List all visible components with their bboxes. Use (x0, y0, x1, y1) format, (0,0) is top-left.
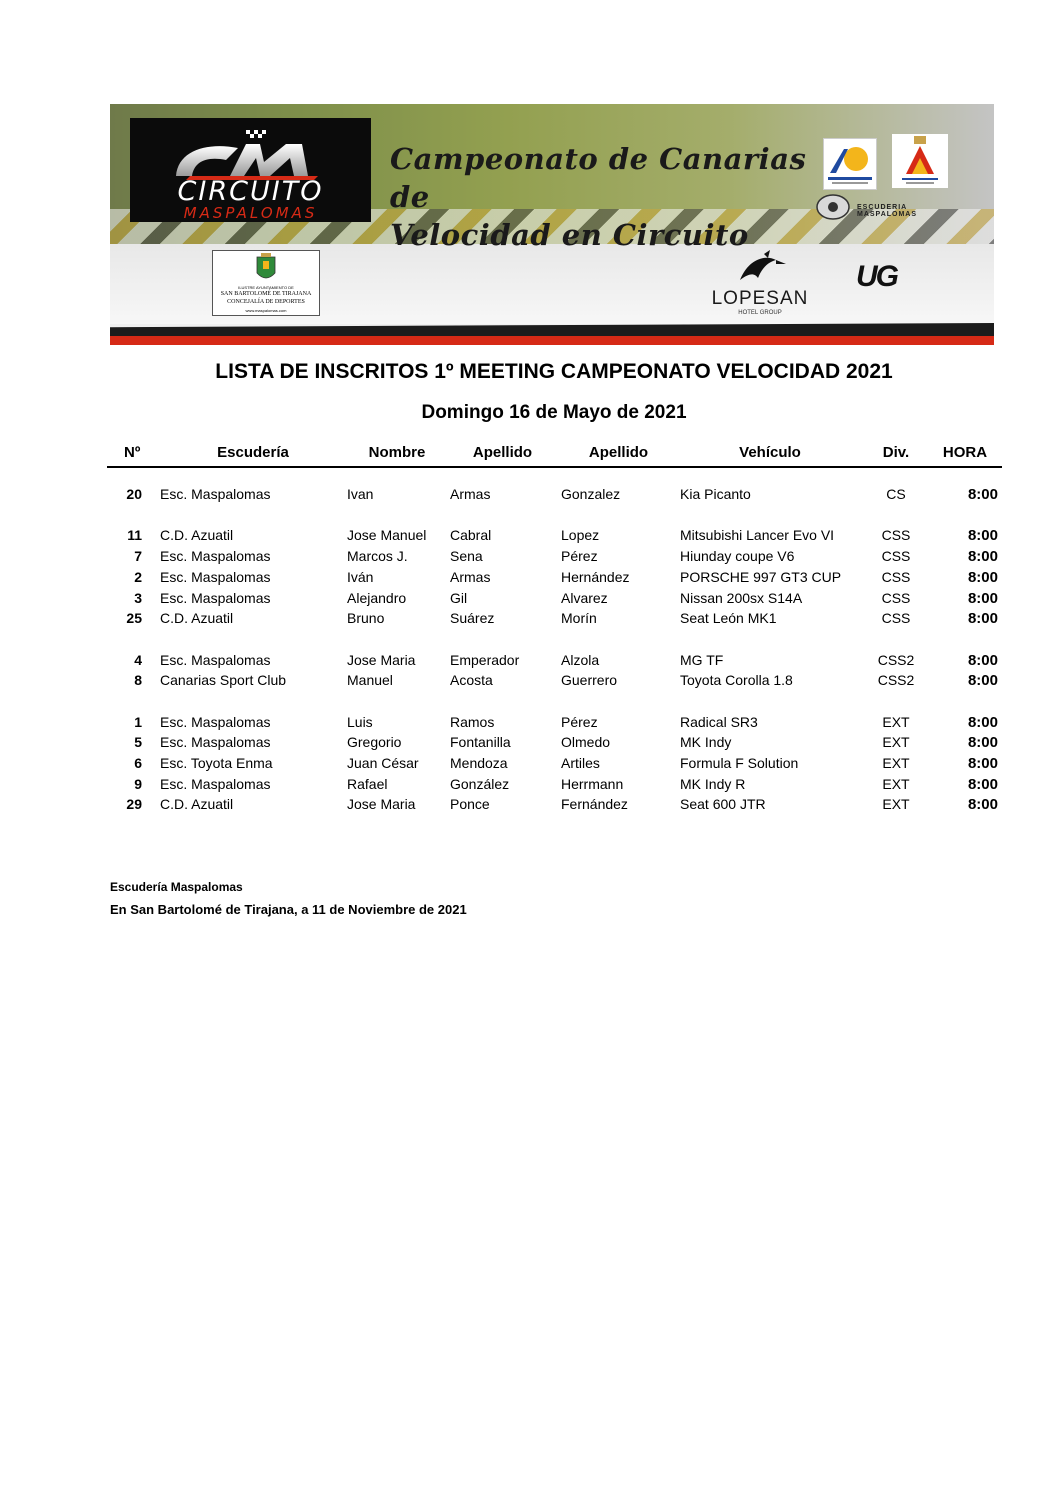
logo-maspalomas-text: MASPALOMAS (183, 204, 318, 222)
row-no: 3 (134, 590, 142, 606)
footer-organizer: Escudería Maspalomas (110, 880, 243, 894)
ayuntamiento-crest-icon (213, 251, 319, 285)
row-escuderia: C.D. Azuatil (160, 796, 234, 812)
row-div: EXT (882, 734, 910, 750)
escuderia-emblem-icon (815, 192, 851, 222)
row-div: CSS2 (877, 672, 915, 688)
ug-logo-text: UG (856, 260, 897, 293)
row-apellido-2: Artiles (561, 755, 600, 771)
row-hora: 8:00 (967, 486, 998, 503)
row-div: EXT (882, 776, 910, 792)
row-apellido-1: Gil (450, 590, 468, 606)
table-row (0, 652, 1058, 672)
row-apellido-2: Herrmann (561, 776, 624, 792)
campeonato-heading (390, 140, 810, 254)
table-row (0, 610, 1058, 630)
row-apellido-1: Ramos (450, 714, 495, 730)
table-row (0, 486, 1058, 506)
row-apellido-1: Armas (450, 486, 491, 502)
table-row (0, 755, 1058, 775)
row-nombre: Luis (347, 714, 373, 730)
row-vehiculo: MG TF (680, 652, 724, 668)
row-apellido-2: Hernández (561, 569, 630, 585)
header-vehiculo: Vehículo (739, 444, 801, 461)
row-no: 6 (134, 755, 142, 771)
row-div: CSS (881, 569, 911, 585)
row-vehiculo: Radical SR3 (680, 714, 758, 730)
row-nombre: Manuel (347, 672, 393, 688)
row-nombre: Rafael (347, 776, 388, 792)
row-vehiculo: Mitsubishi Lancer Evo VI (680, 527, 835, 543)
row-hora: 8:00 (967, 796, 998, 813)
row-apellido-1: Fontanilla (450, 734, 511, 750)
row-hora: 8:00 (967, 714, 998, 731)
row-hora: 8:00 (967, 569, 998, 586)
row-apellido-1: Cabral (450, 527, 492, 543)
row-div: CSS (881, 610, 911, 626)
row-apellido-2: Alzola (561, 652, 600, 668)
table-row (0, 796, 1058, 816)
row-escuderia: Esc. Maspalomas (160, 486, 271, 502)
row-hora: 8:00 (967, 652, 998, 669)
table-row (0, 714, 1058, 734)
page-subtitle: Domingo 16 de Mayo de 2021 (421, 402, 687, 423)
row-escuderia: C.D. Azuatil (160, 527, 234, 543)
row-no: 2 (134, 569, 142, 585)
row-div: CSS2 (877, 652, 915, 668)
row-hora: 8:00 (967, 527, 998, 544)
fca-sun-icon (824, 139, 876, 189)
row-apellido-1: Suárez (450, 610, 495, 626)
row-vehiculo: Toyota Corolla 1.8 (680, 672, 793, 688)
row-vehiculo: Nissan 200sx S14A (680, 590, 803, 606)
circuito-maspalomas-logo (130, 118, 371, 222)
ayuntamiento-line-4: www.maspalomas.com (245, 308, 287, 313)
row-no: 29 (126, 796, 142, 812)
table-row (0, 776, 1058, 796)
footer-place-date: En San Bartolomé de Tirajana, a 11 de Noviembre de 2021 (110, 902, 467, 917)
row-no: 7 (134, 548, 142, 564)
ayuntamiento-line-3: CONCEJALÍA DE DEPORTES (227, 299, 305, 305)
row-vehiculo: Kia Picanto (680, 486, 751, 502)
row-div: CSS (881, 527, 911, 543)
row-no: 4 (134, 652, 142, 668)
row-nombre: Iván (347, 569, 374, 585)
row-div: CSS (881, 548, 911, 564)
ug-logo (850, 260, 920, 314)
lopesan-subtitle: HOTEL GROUP (738, 310, 782, 316)
row-escuderia: Esc. Maspalomas (160, 590, 271, 606)
federacion-canaria-logo (823, 138, 877, 190)
row-apellido-1: Mendoza (450, 755, 508, 771)
table-header (0, 444, 1058, 464)
header-hora: HORA (942, 444, 988, 461)
ayuntamiento-logo (212, 250, 320, 316)
row-apellido-1: González (450, 776, 510, 792)
row-nombre: Jose Maria (347, 796, 416, 812)
row-apellido-2: Alvarez (561, 590, 608, 606)
banner-red-band (110, 336, 994, 345)
row-nombre: Gregorio (347, 734, 402, 750)
row-apellido-2: Olmedo (561, 734, 611, 750)
row-div: CS (886, 486, 906, 502)
row-apellido-1: Acosta (450, 672, 493, 688)
row-apellido-1: Armas (450, 569, 491, 585)
campeonato-line-1: Campeonato de Canarias de (390, 142, 807, 214)
header-div: Div. (882, 444, 910, 461)
lopesan-bird-icon (700, 250, 820, 288)
row-nombre: Bruno (347, 610, 385, 626)
row-no: 1 (134, 714, 142, 730)
row-nombre: Jose Maria (347, 652, 416, 668)
header-banner (110, 104, 994, 345)
row-no: 9 (134, 776, 142, 792)
row-no: 20 (126, 486, 142, 502)
row-vehiculo: Hiunday coupe V6 (680, 548, 795, 564)
table-row (0, 590, 1058, 610)
row-no: 11 (127, 527, 142, 543)
row-escuderia: Esc. Toyota Enma (160, 755, 273, 771)
rfea-crest-icon (892, 134, 948, 188)
row-apellido-1: Sena (450, 548, 483, 564)
row-escuderia: Esc. Maspalomas (160, 652, 271, 668)
row-apellido-2: Fernández (561, 796, 628, 812)
row-escuderia: Esc. Maspalomas (160, 548, 271, 564)
row-nombre: Ivan (347, 486, 374, 502)
escuderia-maspalomas-logo (815, 192, 955, 224)
row-apellido-2: Guerrero (561, 672, 618, 688)
row-div: EXT (882, 755, 910, 771)
row-escuderia: Esc. Maspalomas (160, 714, 271, 730)
row-apellido-1: Ponce (450, 796, 490, 812)
row-escuderia: Canarias Sport Club (160, 672, 287, 688)
row-no: 8 (134, 672, 142, 688)
row-apellido-2: Pérez (561, 714, 598, 730)
row-hora: 8:00 (967, 610, 998, 627)
row-no: 5 (134, 734, 142, 750)
row-apellido-2: Morín (561, 610, 597, 626)
table-row (0, 569, 1058, 589)
row-nombre: Alejandro (347, 590, 407, 606)
row-nombre: Juan César (347, 755, 419, 771)
row-vehiculo: Seat León MK1 (680, 610, 777, 626)
table-row (0, 672, 1058, 692)
row-hora: 8:00 (967, 755, 998, 772)
row-div: EXT (882, 796, 910, 812)
rfea-logo (892, 134, 948, 188)
row-vehiculo: MK Indy R (680, 776, 746, 792)
row-apellido-2: Lopez (561, 527, 600, 543)
row-vehiculo: PORSCHE 997 GT3 CUP (680, 569, 842, 585)
row-div: CSS (881, 590, 911, 606)
row-div: EXT (882, 714, 910, 730)
ayuntamiento-line-1: ILUSTRE AYUNTAMIENTO DE (238, 285, 294, 290)
row-nombre: Jose Manuel (347, 527, 427, 543)
row-escuderia: C.D. Azuatil (160, 610, 234, 626)
banner-black-band (110, 323, 994, 337)
logo-circuito-text: CIRCUITO (177, 176, 324, 207)
header-escuderia: Escudería (217, 444, 289, 461)
row-hora: 8:00 (967, 734, 998, 751)
row-no: 25 (126, 610, 142, 626)
row-hora: 8:00 (967, 672, 998, 689)
header-nombre: Nombre (368, 444, 426, 461)
row-apellido-2: Gonzalez (561, 486, 621, 502)
row-apellido-2: Pérez (561, 548, 598, 564)
row-apellido-1: Emperador (450, 652, 520, 668)
lopesan-logo (700, 250, 820, 320)
row-vehiculo: Seat 600 JTR (680, 796, 766, 812)
ayuntamiento-line-2: SAN BARTOLOMÉ DE TIRAJANA (220, 291, 312, 297)
row-vehiculo: MK Indy (680, 734, 732, 750)
campeonato-line-2: Velocidad en Circuito (390, 218, 749, 252)
row-hora: 8:00 (967, 548, 998, 565)
header-no: Nº (124, 444, 141, 461)
table-row (0, 527, 1058, 547)
lopesan-name: LOPESAN (711, 288, 809, 309)
row-nombre: Marcos J. (347, 548, 408, 564)
row-escuderia: Esc. Maspalomas (160, 569, 271, 585)
header-apellido-2: Apellido (588, 444, 649, 461)
row-escuderia: Esc. Maspalomas (160, 734, 271, 750)
page-title: LISTA DE INSCRITOS 1º MEETING CAMPEONATO VELOCIDAD 2021 (215, 360, 893, 383)
row-hora: 8:00 (967, 590, 998, 607)
table-row (0, 548, 1058, 568)
row-escuderia: Esc. Maspalomas (160, 776, 271, 792)
row-vehiculo: Formula F Solution (680, 755, 799, 771)
row-hora: 8:00 (967, 776, 998, 793)
table-row (0, 734, 1058, 754)
escuderia-logo-text: ESCUDERIA MASPALOMAS (857, 204, 918, 218)
header-underline (107, 466, 1002, 468)
header-apellido-1: Apellido (472, 444, 533, 461)
